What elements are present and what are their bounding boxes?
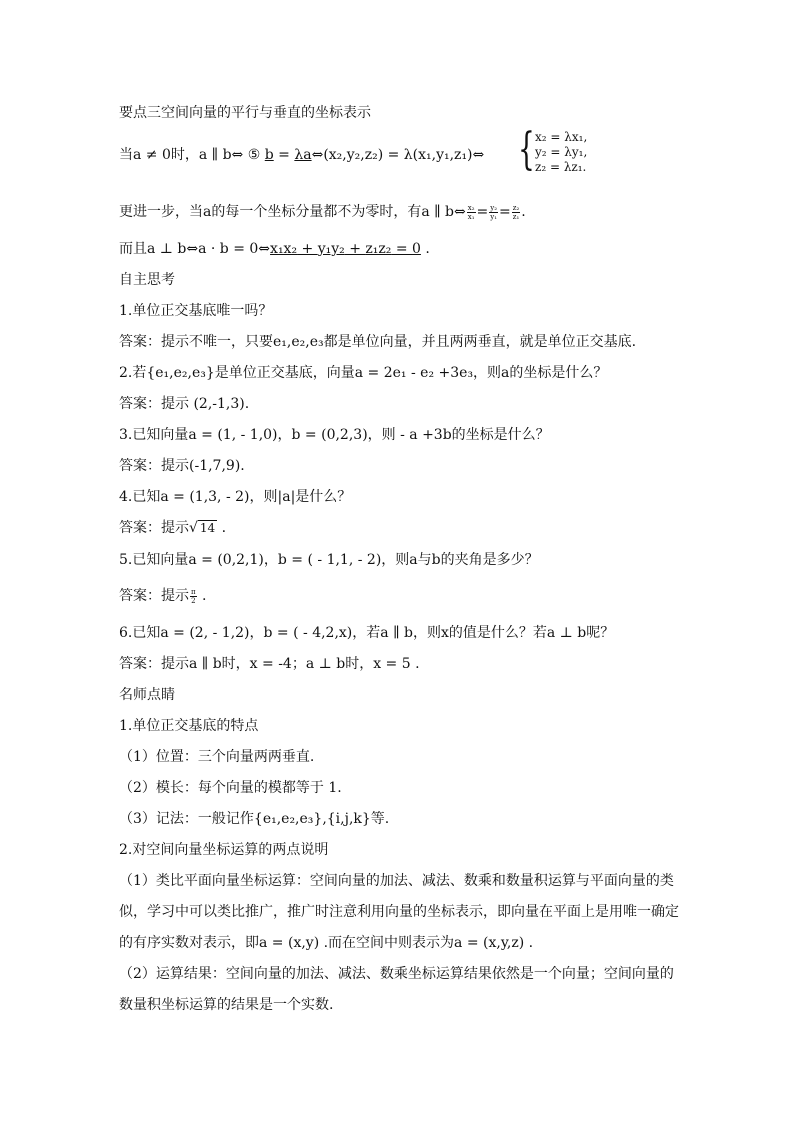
- heading-self-thinking: 自主思考: [119, 272, 175, 288]
- parallel-pre: 当a ≠ 0时，a ∥ b⇔ ⑤: [119, 147, 265, 163]
- section-title: 要点三空间向量的平行与垂直的坐标表示: [119, 105, 371, 121]
- answer-6: 答案：提示a ∥ b时，x = -4；a ⊥ b时，x = 5 .: [119, 656, 420, 672]
- parallel-condition: [119, 145, 484, 165]
- point-1c: （3）记法：一般记作{e₁,e₂,e₃},{i,j,k}等.: [119, 811, 390, 827]
- answer-5: 答案：提示 $\frac{\pi}{2}$ .: [119, 587, 207, 605]
- question-2: 2.若{e₁,e₂,e₃}是单位正交基底，向量a = 2e₁ - e₂ +3e₃，则a的坐标是什么？: [119, 365, 608, 381]
- answer-4: 答案：提示√ 14 .: [119, 520, 227, 536]
- question-5: 5.已知向量a = (0,2,1)，b = ( - 1,1, - 2)，则a与b的夹角是多少？: [119, 552, 539, 568]
- perp-pre: 而且a ⊥ b⇔a · b = 0⇔: [119, 241, 271, 257]
- point-1-title: 1.单位正交基底的特点: [119, 718, 259, 734]
- fraction-z: $\frac{\text{z₂}}{\text{z₁}}$: [512, 203, 520, 221]
- answer-1: 答案：提示不唯一，只要e₁,e₂,e₃都是单位向量，并且两两垂直，就是单位正交基底.: [119, 334, 637, 350]
- parallel-post: ⇔(x₂,y₂,z₂) = λ(x₁,y₁,z₁)⇔: [311, 147, 485, 163]
- fraction-x: $\frac{\text{x₂}}{\text{x₁}}$: [467, 203, 475, 221]
- point-2a-line3: 的有序实数对表示，即a = (x,y) .而在空间中则表示为a = (x,y,z) .: [119, 935, 534, 951]
- further-pre: 更进一步，当a的每一个坐标分量都不为零时，有a ∥ b⇔: [119, 204, 466, 220]
- heading-teacher-notes: 名师点睛: [119, 687, 175, 703]
- question-4: 4.已知a = (1,3, - 2)，则|a|是什么？: [119, 489, 352, 505]
- question-1: 1.单位正交基底唯一吗？: [119, 303, 273, 319]
- system-line-y: y₂ = λy₁,: [535, 145, 588, 159]
- point-2a-line2: 似，学习中可以类比推广，推广时注意利用向量的坐标表示，即向量在平面上是用唯一确定: [119, 904, 679, 920]
- question-6: 6.已知a = (2, - 1,2)，b = ( - 4,2,x)，若a ∥ b，则x的值是什么？若a ⊥ b呢？: [119, 625, 615, 641]
- point-1a: （1）位置：三个向量两两垂直.: [119, 749, 315, 765]
- sqrt-symbol: √ 14: [189, 520, 216, 536]
- further-condition: 更进一步，当a的每一个坐标分量都不为零时，有a ∥ b⇔ $\frac{\text{x₂}}{\text{x₁}}$ = $\frac{\text{y₂}}{\text{y₁}}$ = $\frac{\text{z₂}}{\text{z₁}}$ .: [119, 203, 526, 221]
- point-2b-line1: （2）运算结果：空间向量的加法、减法、数乘坐标运算结果依然是一个向量；空间向量的: [119, 966, 674, 982]
- system-line-z: z₂ = λz₁.: [535, 160, 587, 174]
- point-2b-line2: 数量积坐标运算的结果是一个实数.: [119, 997, 334, 1013]
- point-1b: （2）模长：每个向量的模都等于 1.: [119, 780, 342, 796]
- fraction-y: $\frac{\text{y₂}}{\text{y₁}}$: [490, 203, 498, 221]
- point-2-title: 2.对空间向量坐标运算的两点说明: [119, 842, 329, 858]
- answer-3: 答案：提示(-1,7,9).: [119, 458, 245, 474]
- blank-b: b: [264, 147, 274, 163]
- left-brace: {: [518, 124, 535, 175]
- fraction-pi-half: $\frac{\pi}{2}$: [191, 587, 196, 605]
- perpendicular-condition: 而且a ⊥ b⇔a · b = 0⇔x₁x₂ + y₁y₂ + z₁z₂ = 0 .: [119, 241, 430, 257]
- point-2a-line1: （1）类比平面向量坐标运算：空间向量的加法、减法、数乘和数量积运算与平面向量的类: [119, 873, 674, 889]
- question-3: 3.已知向量a = (1, - 1,0)，b = (0,2,3)，则 - a +3b的坐标是什么？: [119, 427, 550, 443]
- answer-2: 答案：提示 (2,-1,3).: [119, 396, 250, 412]
- blank-lambda-a: λa: [294, 147, 312, 163]
- system-line-x: x₂ = λx₁,: [535, 130, 588, 144]
- parallel-eq: =: [273, 147, 295, 163]
